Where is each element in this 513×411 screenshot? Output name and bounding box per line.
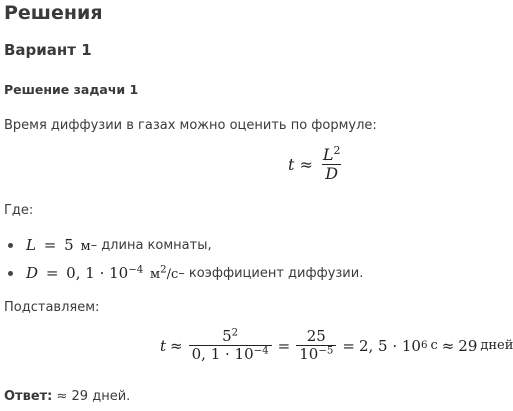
bullet1-unit: м xyxy=(80,239,91,254)
formula2-result-unit: с xyxy=(430,338,438,354)
formula2-frac1-den: 0, 1 · 10 xyxy=(191,345,254,364)
formula2-lhs: t xyxy=(160,336,167,355)
formula2-frac1-den-exp: −4 xyxy=(253,345,269,357)
bullet2-unit-exp: 2 xyxy=(160,264,167,276)
where-label: Где: xyxy=(4,203,34,218)
substitute-label: Подставляем: xyxy=(4,300,100,315)
formula1-num-base: L xyxy=(322,145,334,164)
formula2-frac1-num: 5 xyxy=(222,327,232,345)
formula2-frac2-den: 10 xyxy=(299,345,319,364)
formula2-rel2: ≈ xyxy=(441,336,455,355)
formula2-eq1: = xyxy=(277,336,291,355)
formula2-frac2-den-exp: −5 xyxy=(318,345,334,357)
formula-substitution: t ≈ $\frac{5^2}{0, 1 \cdot 10^{-4}}$ = $\frac{25}{10^{-5}}$ = 2, 5 · 10 6 с ≈ 29 дней xyxy=(160,327,513,364)
answer xyxy=(4,389,130,404)
bullet1-lhs: L xyxy=(26,236,36,254)
bullet1-eq: = xyxy=(43,236,57,254)
formula2-fraction1 xyxy=(189,328,272,364)
intro-text: Время диффузии в газах можно оценить по формуле: xyxy=(4,118,377,133)
formula2-rel1: ≈ xyxy=(170,336,183,355)
bullet2-lhs: D xyxy=(26,264,39,282)
bullet-dot xyxy=(8,271,13,276)
answer-value: ≈ 29 дней. xyxy=(52,389,131,404)
formula2-fraction2 xyxy=(296,328,336,364)
formula2-frac1-num-exp: 2 xyxy=(231,327,239,339)
formula2-eq2: = xyxy=(342,336,355,355)
formula2-frac2-num: 25 xyxy=(306,327,326,345)
bullet1-value: 5 xyxy=(64,236,74,254)
bullet1-desc: – длина комнаты, xyxy=(90,237,212,253)
answer-label: Ответ: xyxy=(4,389,53,404)
formula1-fraction xyxy=(320,146,344,184)
formula1-lhs: t xyxy=(288,155,295,175)
bullet2-exp: −4 xyxy=(128,264,144,276)
formula1-den: D xyxy=(322,164,341,183)
formula2-result: 2, 5 · 10 xyxy=(358,336,421,355)
bullet2-unit-base: м xyxy=(150,267,161,282)
formula2-final-unit: дней xyxy=(480,338,513,354)
bullet2-desc: – коэффициент диффузии. xyxy=(178,265,364,281)
bullet2-unit-rest: /с xyxy=(166,267,179,282)
variant-heading: Вариант 1 xyxy=(4,41,92,59)
task-heading: Решение задачи 1 xyxy=(4,82,139,97)
formula1-rel: ≈ xyxy=(299,155,313,175)
list-item xyxy=(8,236,212,254)
formula2-final: 29 xyxy=(458,336,478,355)
list-item xyxy=(8,264,363,282)
bullet-dot xyxy=(8,243,13,248)
formula-diffusion-time xyxy=(288,146,345,184)
formula1-num-exp: 2 xyxy=(333,144,341,158)
page-title: Решения xyxy=(4,2,103,24)
bullet2-value: 0, 1 · 10 xyxy=(66,264,129,282)
bullet2-eq: = xyxy=(45,264,59,282)
